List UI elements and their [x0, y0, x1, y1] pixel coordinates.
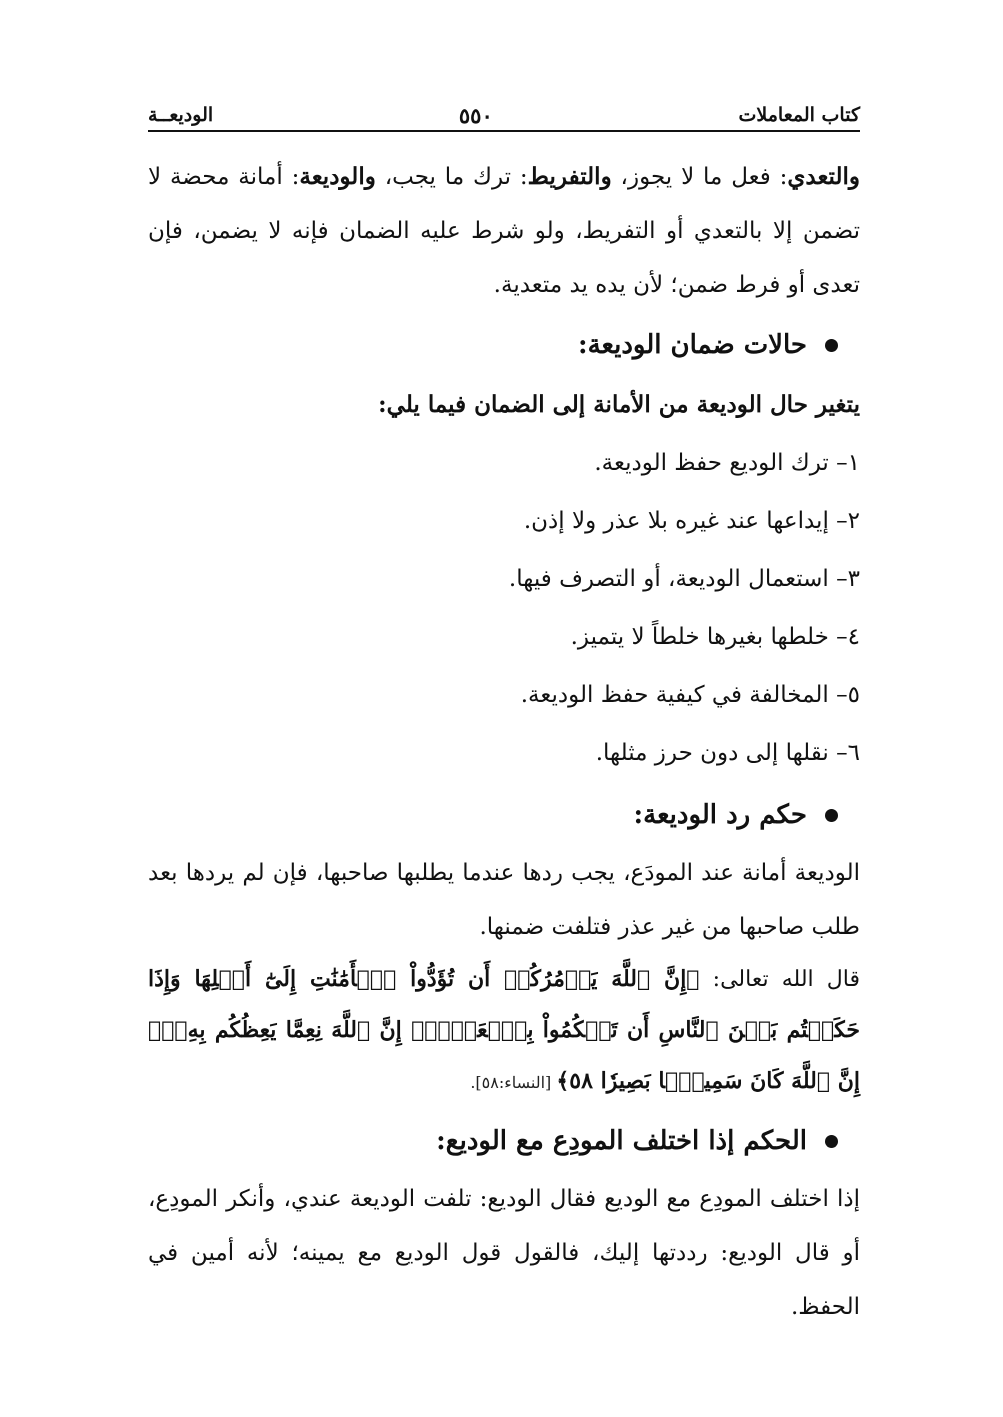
term-tafrit: والتفريط [527, 163, 612, 190]
dispute-ruling-paragraph: إذا اختلف المودِع مع الوديع فقال الوديع: تلفت الوديعة عندي، وأنكر المودِع، أو قال الوديع: رددتها إليك، فالقول قول الوديع مع يمينه؛ لأنه أمين في الحفظ. [148, 1186, 860, 1320]
intro-paragraph [148, 150, 860, 312]
quran-verse [148, 954, 860, 1108]
heading-text: حكم رد الوديعة: [633, 800, 807, 830]
def-taaddi: : فعل ما لا يجوز، [611, 164, 788, 190]
list-item: ٦– نقلها إلى دون حرز مثلها. [595, 740, 860, 766]
list-item: ٥– المخالفة في كيفية حفظ الوديعة. [520, 682, 860, 708]
term-taaddi: والتعدي [787, 163, 860, 190]
bullet-icon [825, 809, 838, 822]
book-title: كتاب المعاملات [738, 104, 860, 126]
section-heading-dispute-ruling [148, 1112, 860, 1170]
heading-text: حالات ضمان الوديعة: [578, 330, 807, 360]
guarantee-cases-list [148, 434, 860, 782]
term-wadia: والوديعة [299, 163, 376, 190]
list-item: ٢– إيداعها عند غيره بلا عذر ولا إذن. [523, 508, 860, 534]
section-heading-guarantee-cases [148, 316, 860, 374]
page-header [148, 100, 860, 130]
verse-intro: قال الله تعالى: [699, 967, 861, 992]
section-heading-return-ruling [148, 786, 860, 844]
page-number: ٥٥٠ [458, 102, 493, 128]
section-subheading: يتغير حال الوديعة من الأمانة إلى الضمان فيما يلي: [378, 391, 860, 418]
def-wadia: : أمانة محضة لا تضمن إلا بالتعدي أو التفريط، ولو شرط عليه الضمان فإنه لا يضمن، فإن تعدى أو فرط ضمن؛ لأن يده يد متعدية. [148, 164, 860, 298]
bullet-icon [825, 1135, 838, 1148]
return-ruling-paragraph: الوديعة أمانة عند المودَع، يجب ردها عندما يطلبها صاحبها، فإن لم يردها بعد طلب صاحبها من غير عذر فتلفت ضمنها. [148, 860, 860, 940]
list-item: ٣– استعمال الوديعة، أو التصرف فيها. [508, 566, 860, 592]
page-body [148, 150, 860, 1334]
def-tafrit: : ترك ما يجب، [375, 164, 528, 190]
list-item: ٤– خلطها بغيرها خلطاً لا يتميز. [570, 624, 860, 650]
list-item: ١– ترك الوديع حفظ الوديعة. [594, 450, 860, 476]
verse-text: ﴿إِنَّ ٱللَّهَ يَأۡمُرُكُمۡ أَن تُؤَدُّواْ ٱلۡأَمَٰنَٰتِ إِلَىٰٓ أَهۡلِهَا وَإِذَا حَكَمۡتُم بَيۡنَ ٱلنَّاسِ أَن تَحۡكُمُواْ بِٱلۡعَدۡلِۚ إِنَّ ٱللَّهَ نِعِمَّا يَعِظُكُم بِهِۦٓۗ إِنَّ ٱللَّهَ كَانَ سَمِيعَۢا بَصِيرٗا ٥٨﴾ [148, 966, 860, 1094]
bullet-icon [825, 339, 838, 352]
verse-reference: [النساء:٥٨]. [470, 1073, 557, 1092]
heading-text: الحكم إذا اختلف المودِع مع الوديع: [436, 1126, 807, 1156]
header-rule [148, 130, 860, 132]
chapter-title: الوديعــة [148, 104, 214, 126]
